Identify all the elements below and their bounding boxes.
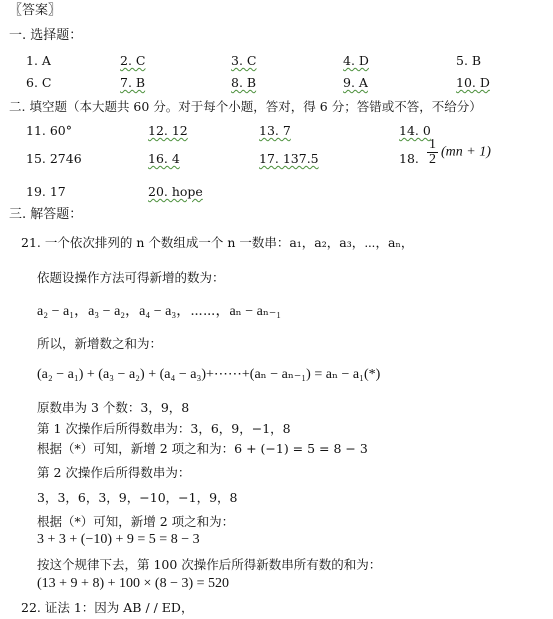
answer-q20: 20. hope — [148, 184, 203, 199]
q21-second-operation: 第 2 次操作后所得数串为： — [37, 465, 191, 480]
q21-second-string: 3，3，6，3，9，−10，−1，9，8 — [37, 490, 238, 505]
q21-second-sum: 3 + 3 + (−10) + 9 = 5 = 8 − 3 — [37, 532, 200, 547]
q21-first-sum: 根据（*）可知，新增 2 项之和为：6 + (−1) = 5 = 8 − 3 — [37, 441, 368, 456]
q21-statement: 21. 一个依次排列的 n 个数组成一个 n 一数串：a₁，a₂，a₃，⋯，aₙ， — [21, 235, 414, 250]
answer-q15: 15. 2746 — [26, 151, 82, 166]
answer-q3: 3. C — [231, 53, 257, 68]
q21-final-result: (13 + 9 + 8) + 100 × (8 − 3) = 520 — [37, 576, 230, 591]
answer-q18-formula — [427, 138, 491, 167]
answer-q16: 16. 4 — [148, 151, 180, 166]
q18-denominator: 2 — [429, 152, 436, 167]
answer-q8: 8. B — [231, 75, 257, 90]
answer-q10: 10. D — [456, 75, 490, 90]
answer-header: 〖答案〗 — [9, 3, 62, 18]
answer-q1: 1. A — [26, 53, 51, 68]
q21-line-sum-intro: 所以，新增数之和为： — [37, 336, 163, 351]
answer-q13: 13. 7 — [259, 123, 291, 138]
answer-q17: 17. 137.5 — [259, 151, 319, 166]
answer-q11: 11. 60° — [26, 123, 73, 138]
q21-telescoping-sum: (a₂ − a₁) + (a₃ − a₂) + (a₄ − a₃)+⋯⋯+(aₙ − aₙ₋₁) = aₙ − a₁(*) — [37, 367, 381, 382]
answer-q2: 2. C — [120, 53, 146, 68]
q21-line-new-numbers: 依题设操作方法可得新增的数为： — [37, 270, 225, 285]
answer-q19: 19. 17 — [26, 184, 66, 199]
answer-q4: 4. D — [343, 53, 369, 68]
q22-proof-start: 22. 证法 1：因为 AB / / ED， — [21, 600, 194, 615]
q18-fraction — [427, 138, 438, 167]
answer-q6: 6. C — [26, 75, 52, 90]
answer-q18-label: 18. — [399, 151, 419, 166]
q21-first-operation: 第 1 次操作后所得数串为：3，6，9，−1，8 — [37, 421, 291, 436]
answer-q5: 5. B — [456, 53, 482, 68]
q21-general-rule: 按这个规律下去，第 100 次操作后所得新数串所有数的和为： — [37, 557, 382, 572]
section3-title: 三. 解答题： — [9, 207, 83, 222]
answer-q14: 14. 0 — [399, 123, 431, 138]
section2-title: 二. 填空题（本大题共 60 分。对于每个小题，答对，得 6 分；答错或不答，不给分） — [9, 99, 482, 114]
answer-q7: 7. B — [120, 75, 146, 90]
q21-second-sum-intro: 根据（*）可知，新增 2 项之和为： — [37, 514, 235, 529]
section1-title: 一. 选择题： — [9, 28, 83, 43]
q18-expression: (mn + 1) — [441, 144, 491, 160]
q21-differences: a₂ − a₁，a₃ − a₂，a₄ − a₃，⋯⋯，aₙ − aₙ₋₁ — [37, 304, 282, 319]
q18-numerator: 1 — [429, 137, 436, 152]
answer-q12: 12. 12 — [148, 123, 188, 138]
q21-original-string: 原数串为 3 个数：3，9，8 — [37, 400, 190, 415]
answer-q9: 9. A — [343, 75, 368, 90]
